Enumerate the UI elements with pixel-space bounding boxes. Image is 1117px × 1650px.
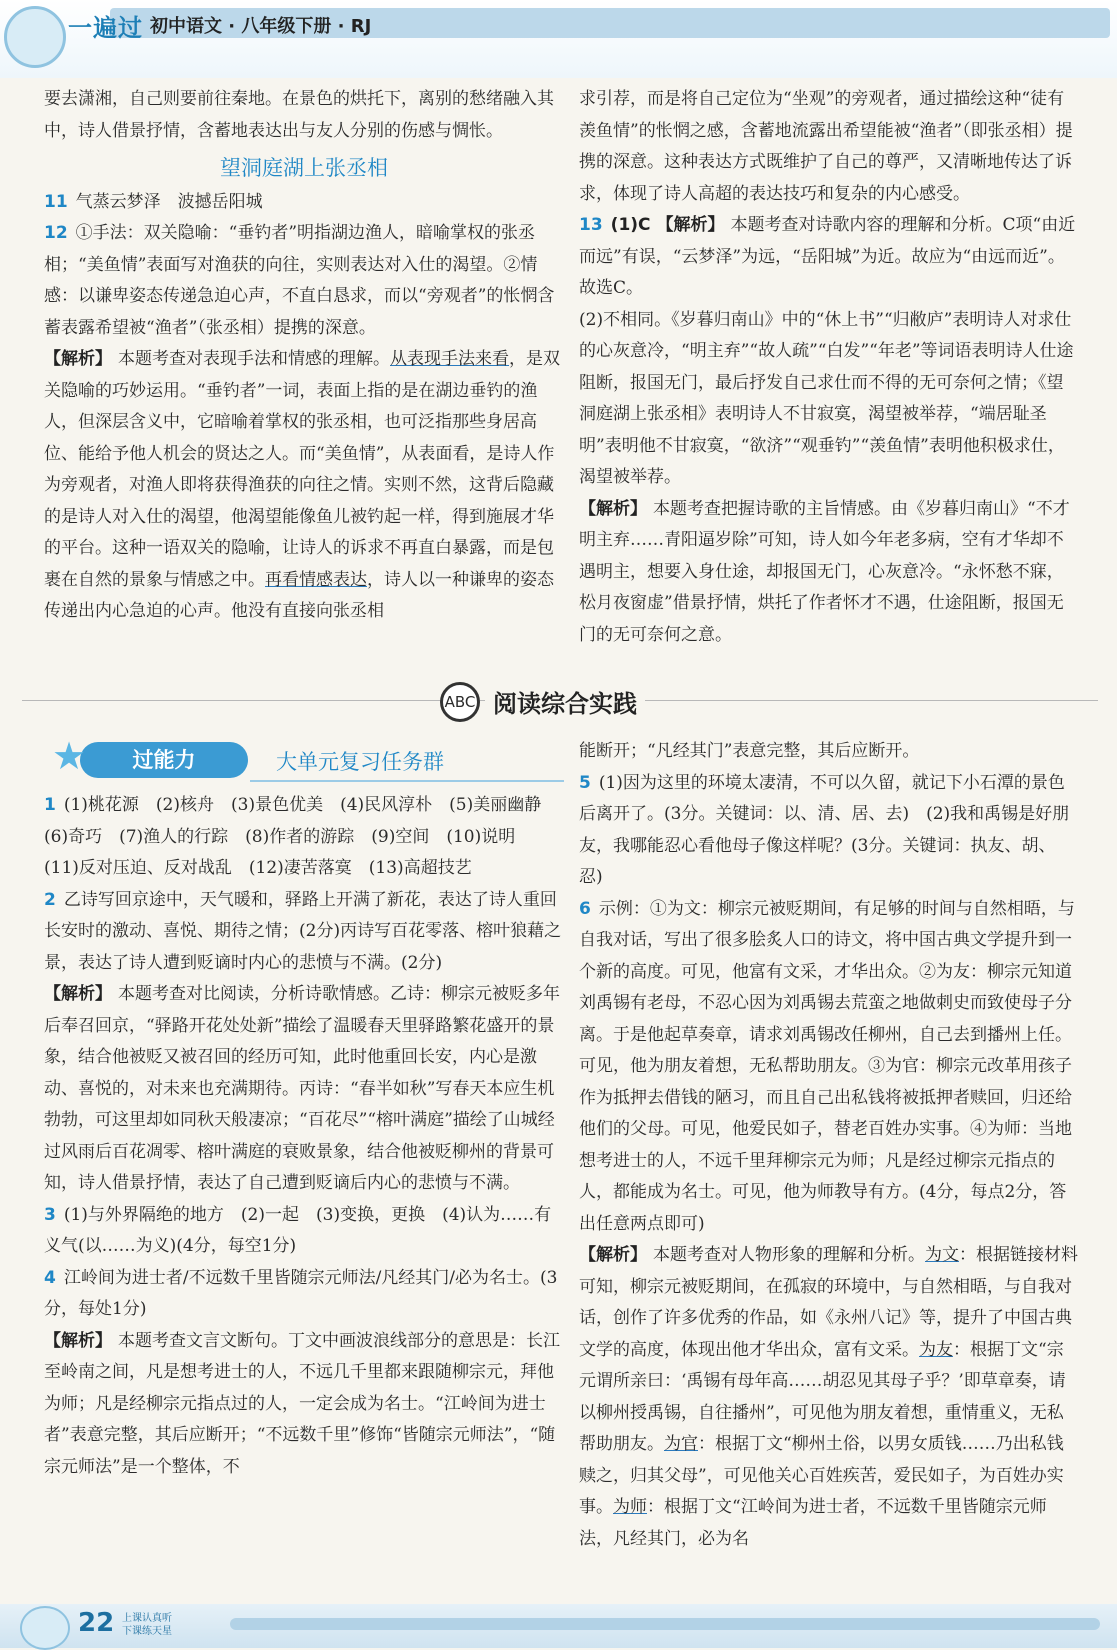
continued-text: 求引荐，而是将自己定位为“坐观”的旁观者，通过描绘这种“徒有羡鱼情”的怅惘之感，含蓄地流露出希望能被“渔者”（即张丞相）提携的深意。这种表达方式既维护了自己的尊严，又清晰地传达了诉求，体现了诗人高超的表达技巧和复杂的内心感受。: [579, 89, 1073, 204]
right-top-column: [579, 84, 1079, 651]
slogan-line: 下课练天星: [122, 1626, 172, 1637]
abc-badge-icon: ABC: [440, 682, 480, 722]
answer-text: 乙诗写回京途中，天气暖和，驿路上开满了新花，表达了诗人重回长安时的激动、喜悦、期待之情；(2分)丙诗写百花零落、榕叶狼藉之景，表达了诗人遭到贬谪时内心的悲愤与不满。(2分): [44, 889, 562, 973]
analysis-text: ：根据丁文“柳州土俗，以男女质钱……乃出私钱赎之，归其父母”，可见他关心百姓疾苦，爱民如子，为百姓办实事。: [579, 1434, 1064, 1517]
answer-text: (1)与外界隔绝的地方 (2)一起 (3)变换，更换 (4)认为……有义气(以……为义)(4分，每空1分): [44, 1204, 552, 1256]
left-bottom-column: [44, 790, 564, 1483]
answer-6: [579, 894, 1079, 1241]
underlined-phrase: 为友: [919, 1339, 953, 1360]
left-top-column: [44, 84, 564, 628]
analysis-text: 本题考查对诗歌内容的理解和分析。C项“由近而远”有误，“云梦泽”为远，“岳阳城”为近。故应为“由远而近”。故选C。: [579, 215, 1076, 298]
continued-text: 要去潇湘，自己则要前往秦地。在景色的烘托下，离别的愁绪融入其中，诗人借景抒情，含蓄地表达出与友人分别的伤感与惆怅。: [44, 89, 554, 141]
question-number: 13: [579, 215, 603, 235]
ability-banner: [40, 736, 564, 784]
answer-3: [44, 1200, 564, 1263]
answer-2: [44, 885, 564, 980]
answer-13: [579, 210, 1079, 305]
analysis-tag: 【解析】: [579, 1245, 647, 1265]
right-bottom-column: [579, 736, 1079, 1555]
analysis-tag: 【解析】: [656, 215, 725, 235]
answer-4: [44, 1263, 564, 1326]
answer-12: [44, 218, 564, 344]
mascot-logo-icon: [4, 6, 66, 68]
question-number: 6: [579, 898, 591, 919]
analysis-6: [579, 1240, 1079, 1555]
underlined-phrase: 再看情感表达: [265, 569, 367, 590]
underlined-phrase: 从表现手法来看: [390, 349, 509, 369]
underlined-phrase: 为官: [664, 1434, 698, 1454]
answer-text: (1)桃花源 (2)核舟 (3)景色优美 (4)民风淳朴 (5)美丽幽静 (6)奇巧 (7)渔人的行踪 (8)作者的游踪 (9)空间 (10)说明 (11)反对压迫、反对战乱 (12)凄苦落寞 (13)高超技艺: [44, 795, 559, 878]
analysis-text: ，是双关隐喻的巧妙运用。“垂钓者”一词，表面上指的是在湖边垂钓的渔人，但深层含义中，它暗喻着掌权的张丞相，也可泛指那些身居高位、能给予他人机会的贤达之人。而“美鱼情”，从表面看，是诗人作为旁观者，对渔人即将获得渔获的向往之情。实则不然，这背后隐藏的是诗人对入仕的渴望，他渴望能像鱼儿被钓起一样，得到施展才华的平台。这种一语双关的隐喻，让诗人的诉求不再直白暴露，而是包裹在自然的景象与情感之中。: [44, 349, 560, 590]
answer-5: [579, 768, 1079, 894]
footer-slogan: [122, 1612, 172, 1638]
analysis-2: [44, 979, 564, 1200]
answer-choice: (1)C: [610, 215, 651, 235]
book-subtitle: 初中语文 · 八年级下册 · RJ: [150, 16, 372, 37]
analysis-text: ：根据丁文“江岭间为进士者，不远数千里皆随宗元师法，凡经其门，必为名: [579, 1497, 1047, 1549]
answer-text: ①手法：双关隐喻：“垂钓者”明指湖边渔人，暗喻掌权的张丞相；“美鱼情”表面写对渔获的向往，实则表达对入仕的渴望。②情感：以谦卑姿态传递急迫心声，不直白恳求，而以“旁观者”的怅惘含蓄表露希望被“渔者”（张丞相）提携的深意。: [44, 223, 555, 338]
answer-11: [44, 187, 564, 219]
answer-13-part2: (2)不相同。《岁暮归南山》中的“休上书”“归敝庐”表明诗人对求仕的心灰意冷，“明主弃”“故人疏”“白发”“年老”等词语表明诗人仕途阻断，报国无门，最后抒发自己求仕而不得的无可奈何之情；《望洞庭湖上张丞相》表明诗人不甘寂寞，渴望被举荐，“端居耻圣明”表明他不甘寂寞，“欲济”“观垂钓”“羡鱼情”表明他积极求仕，渴望被举荐。: [579, 309, 1074, 487]
question-number: 5: [579, 772, 591, 793]
question-number: 2: [44, 889, 56, 910]
analysis-text: 本题考查文言文断句。丁文中画波浪线部分的意思是：长江至岭南之间，凡是想考进士的人，不远几千里都来跟随柳宗元，拜他为师；凡是经柳宗元指点过的人，一定会成为名士。“江岭间为进士者”表意完整，其后应断开；“不远数千里”修饰“皆随宗元师法”，“随宗元师法”是一个整体，不: [44, 1330, 560, 1477]
analysis-tag: 【解析】: [44, 349, 112, 369]
brand-name: 一遍过: [68, 14, 143, 42]
analysis-text: ：根据链接材料可知，柳宗元被贬期间，在孤寂的环境中，与自然相晤，与自我对话，创作了许多优秀的作品，如《永州八记》等，提升了中国古典文学的高度，体现出他才华出众，富有文采。: [579, 1245, 1078, 1360]
analysis-text: 本题考查把握诗歌的主旨情感。由《岁暮归南山》“不才明主弃……青阳逼岁除”可知，诗人如今年老多病，空有才华却不遇明主，想要入身仕途，却报国无门，心灰意冷。“永怀愁不寐，松月夜窗虚”借景抒情，烘托了作者怀才不遇，仕途阻断，报国无门的无可奈何之意。: [579, 498, 1070, 645]
answer-text: 示例：①为文：柳宗元被贬期间，有足够的时间与自然相晤，与自我对话，写出了很多脍炙人口的诗文，将中国古典文学提升到一个新的高度。可见，他富有文采，才华出众。②为友：柳宗元知道刘禹锡有老母，不忍心因为刘禹锡去荒蛮之地做刺史而致使母子分离。于是他起草奏章，请求刘禹锡改任柳州，自己去到播州上任。可见，他为朋友着想，无私帮助朋友。③为官：柳宗元改革用孩子作为抵押去借钱的陋习，而且自己出私钱将被抵押者赎回，归还给他们的父母。可见，他爱民如子，替老百姓办实事。④为师：当地想考进士的人，不远千里拜柳宗元为师；凡是经过柳宗元指点的人，都能成为名士。可见，他为师教导有方。(4分，每点2分，答出任意两点即可): [579, 898, 1075, 1234]
answer-1: [44, 790, 564, 885]
section-title: 阅读综合实践: [485, 684, 645, 719]
analysis-text: ，诗人以一种谦卑的姿态传递出内心急迫的心声。他没有直接向张丞相: [44, 569, 554, 621]
page-number: 22: [78, 1608, 115, 1638]
ability-label: 过能力: [80, 742, 248, 778]
analysis-tag: 【解析】: [44, 984, 112, 1004]
mascot-footer-icon: [20, 1606, 70, 1650]
underlined-phrase: 为师: [613, 1497, 647, 1517]
underlined-phrase: 为文: [925, 1245, 959, 1265]
analysis-text: 本题考查对表现手法和情感的理解。: [118, 349, 390, 369]
analysis-text: ：根据丁文“宗元谓所亲曰：‘禹锡有母年高……胡忍见其母子乎？’即草章奏，请以柳州授禹锡，自往播州”，可见他为朋友着想，重情重义，无私帮助朋友。: [579, 1339, 1066, 1454]
answer-text: 江岭间为进士者/不远数千里皆随宗元师法/凡经其门/必为名士。(3分，每处1分): [44, 1267, 558, 1319]
footer-bar: [230, 1618, 1100, 1630]
question-number: 4: [44, 1267, 56, 1288]
section-divider: [0, 670, 1117, 730]
page-footer: [0, 1604, 1117, 1648]
star-icon: ★: [52, 734, 87, 778]
analysis-13: [579, 494, 1079, 652]
analysis-4: [44, 1326, 564, 1484]
analysis-tag: 【解析】: [579, 498, 647, 519]
banner-underline: [250, 780, 564, 782]
analysis-12: [44, 344, 564, 628]
slogan-line: 上课认真听: [122, 1613, 172, 1624]
analysis-text: 本题考查对人物形象的理解和分析。: [653, 1245, 925, 1265]
analysis-tag: 【解析】: [44, 1330, 112, 1351]
analysis-text: 本题考查对比阅读，分析诗歌情感。乙诗：柳宗元被贬多年后奉召回京，“驿路开花处处新”描绘了温暖春天里驿路繁花盛开的景象，结合他被贬又被召回的经历可知，此时他重回长安，内心是激动、喜悦的，对未来也充满期待。丙诗：“春半如秋”写春天本应生机勃勃，可这里却如同秋天般凄凉；“百花尽”“榕叶满庭”描绘了山城经过风雨后百花凋零、榕叶满庭的衰败景象，结合他被贬柳州的背景可知，诗人借景抒情，表达了自己遭到贬谪后内心的悲愤与不满。: [44, 984, 560, 1193]
question-number: 12: [44, 223, 68, 243]
poem-title: 望洞庭湖上张丞相: [220, 156, 388, 180]
question-number: 11: [44, 191, 68, 212]
question-number: 3: [44, 1204, 56, 1225]
answer-text: 气蒸云梦泽 波撼岳阳城: [75, 191, 263, 212]
ability-subtitle: 大单元复习任务群: [276, 750, 444, 774]
question-number: 1: [44, 795, 56, 815]
continued-text: 能断开；“凡经其门”表意完整，其后应断开。: [579, 741, 920, 761]
page-header: [0, 0, 1117, 78]
answer-text: (1)因为这里的环境太凄清，不可以久留，就记下小石潭的景色后离开了。(3分。关键词：以、清、居、去) (2)我和禹锡是好朋友，我哪能忍心看他母子像这样呢？(3分。关键词：执友、胡、忍): [579, 772, 1070, 887]
